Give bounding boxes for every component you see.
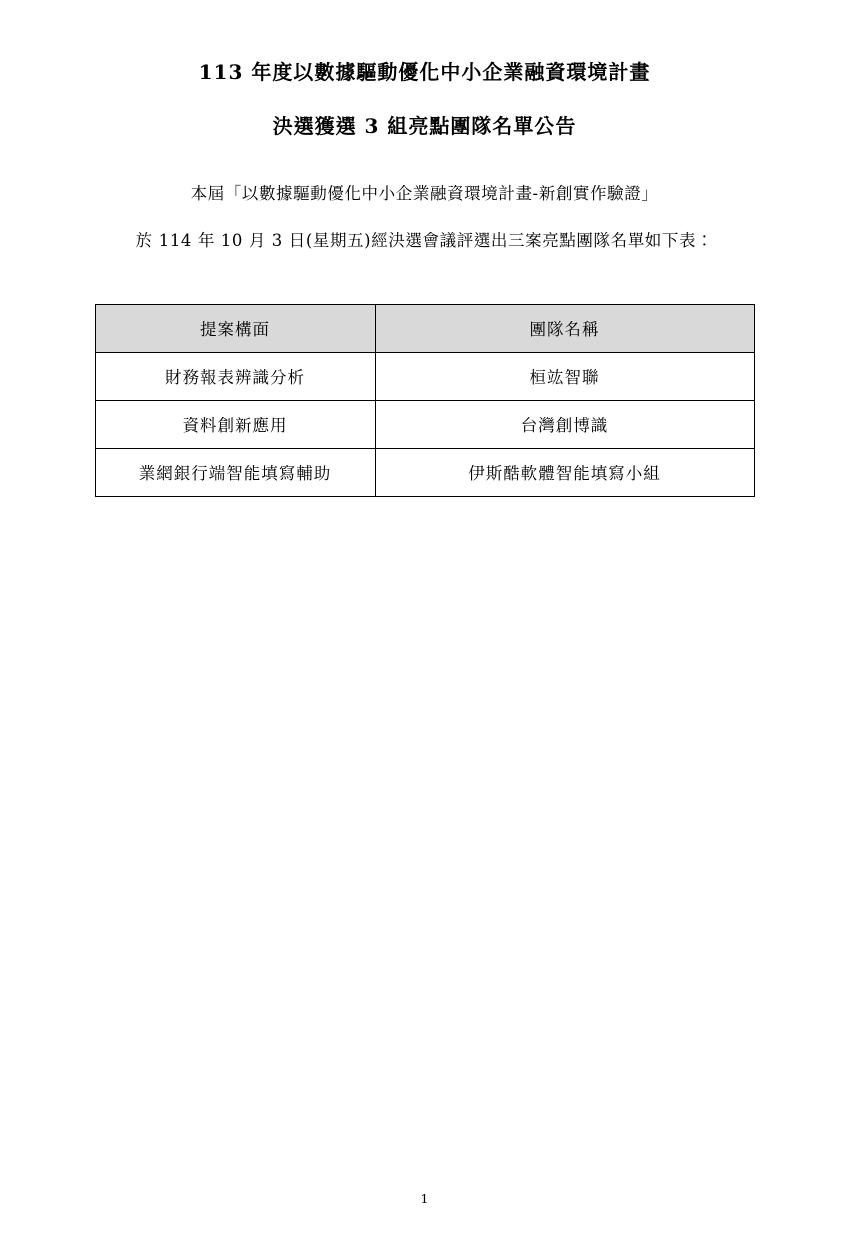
column-header-team: 團隊名稱 [375, 304, 754, 352]
document-page [0, 58, 849, 1258]
page-title-line-2: 決選獲選 3 組亮點團隊名單公告 [272, 114, 577, 138]
table-row [95, 400, 754, 448]
table-row [95, 448, 754, 496]
table-header [95, 304, 754, 352]
cell-team: 桓竑智聯 [375, 352, 754, 400]
intro-paragraph-1: 本屆「以數據驅動優化中小企業融資環境計畫-新創實作驗證」 [190, 184, 659, 203]
cell-aspect: 資料創新應用 [95, 400, 375, 448]
table-row [95, 352, 754, 400]
cell-team: 台灣創博識 [375, 400, 754, 448]
cell-aspect: 業網銀行端智能填寫輔助 [95, 448, 375, 496]
table-body [95, 352, 754, 496]
page-title-line-1: 113 年度以數據驅動優化中小企業融資環境計畫 [198, 60, 651, 84]
intro-paragraph-2: 於 114 年 10 月 3 日(星期五)經決選會議評選出三案亮點團隊名單如下表： [135, 230, 714, 250]
table-header-row [95, 304, 754, 352]
cell-team: 伊斯酷軟體智能填寫小組 [375, 448, 754, 496]
cell-aspect: 財務報表辨識分析 [95, 352, 375, 400]
results-table-container [90, 304, 759, 497]
column-header-aspect: 提案構面 [95, 304, 375, 352]
page-number: 1 [420, 1191, 429, 1206]
results-table [95, 304, 755, 497]
